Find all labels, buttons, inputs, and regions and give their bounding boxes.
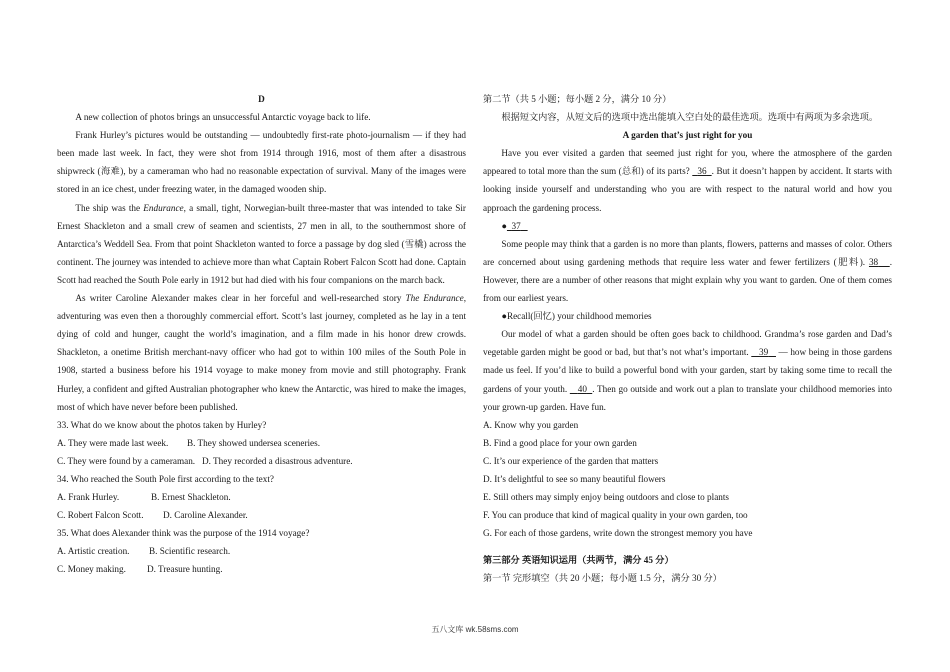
question-34: 34. Who reached the South Pole first according to the text? <box>57 473 274 484</box>
bullet-37: ● 37 <box>483 217 892 235</box>
q34-option-a[interactable]: A. Frank Hurley. <box>57 492 120 503</box>
passage-title: A garden that’s just right for you <box>622 130 753 141</box>
garden-paragraph-2: Some people may think that a garden is no more than plants, flowers, patterns and masses of color. Others are concerned about using gardening methods that require less water and fewer fertilizers (肥料). 38 . However, there are a number of other reasons that might explain why you want to garden. One of them comes from our earliest years. <box>483 238 893 304</box>
q33-option-d[interactable]: D. They recorded a disastrous adventure. <box>202 455 353 466</box>
right-column <box>483 90 892 588</box>
option-c[interactable]: C. It’s our experience of the garden that matters <box>483 455 659 466</box>
q35-option-a[interactable]: A. Artistic creation. <box>57 546 130 557</box>
q33-option-b[interactable]: B. They showed undersea sceneries. <box>187 437 321 448</box>
q34-options-cd <box>57 506 466 524</box>
bullet-recall: ●Recall(回忆) your childhood memories <box>501 311 652 322</box>
q33-option-a[interactable]: A. They were made last week. <box>57 437 169 448</box>
q33-options-ab <box>57 434 466 452</box>
question-35: 35. What does Alexander think was the purpose of the 1914 voyage? <box>57 528 310 539</box>
section-header: 第二节（共 5 小题；每小题 2 分，满分 10 分） <box>483 94 672 104</box>
q35-options-cd <box>57 560 466 578</box>
q33-options-cd <box>57 452 466 470</box>
passage-paragraph-1: Frank Hurley’s pictures would be outstanding — undoubtedly first-rate photo-journalism — if they had been made last week. In fact, they were shot from 1914 through 1916, most of them after a disastrous shipwreck (海难), by a cameraman who had no reasonable expectation of survival. Many of the images were stored in an ice chest, under freezing water, in the damaged wooden ship. <box>57 130 466 195</box>
passage-paragraph-3: As writer Caroline Alexander makes clear in her forceful and well-researched story The Endurance, adventuring was even then a thoroughly commercial effort. Scott’s last journey, completed as he lay in a tent dying of cold and hunger, caught the world’s imagination, and a film made in his honor drew crowds. Shackleton, a onetime British merchant-navy officer who had got to within 100 miles of the South Pole in 1908, started a business before his 1914 voyage to make money from movie and still photography. Frank Hurley, a confident and gifted Australian photographer who knew the Antarctic, was hired to make the images, most of which have never before been published. <box>57 293 466 412</box>
q34-option-d[interactable]: D. Caroline Alexander. <box>163 510 248 521</box>
option-g[interactable]: G. For each of those gardens, write down the strongest memory you have <box>483 528 753 539</box>
section-instructions: 根据短文内容，从短文后的选项中选出能填入空白处的最佳选项。选项中有两项为多余选项。 <box>501 112 879 123</box>
question-33: 33. What do we know about the photos taken by Hurley? <box>57 419 267 430</box>
q35-option-c[interactable]: C. Money making. <box>57 564 126 575</box>
blank-36[interactable]: 36 <box>697 166 707 177</box>
book-title: The Endurance <box>405 293 464 304</box>
passage-heading: D <box>258 94 265 104</box>
garden-paragraph-3: Our model of what a garden should be often goes back to childhood. Grandma’s rose garden and Dad’s vegetable garden might be good or bad, but that’s not what’s important. 39 — how being in those gardens made us feel. If you’d like to build a powerful bond with your garden, start by taking some time to recall the gardens of your youth. 40 . Then go outside and work out a plan to translate your childhood memories into your grown-up garden. Have fun. <box>483 329 893 412</box>
passage-intro: A new collection of photos brings an unsuccessful Antarctic voyage back to life. <box>75 112 371 123</box>
q35-option-d[interactable]: D. Treasure hunting. <box>147 564 223 575</box>
footer-watermark: 五八文库 wk.58sms.com <box>431 625 519 634</box>
left-column <box>57 90 466 579</box>
option-a[interactable]: A. Know why you garden <box>483 419 579 430</box>
q34-options-ab <box>57 488 466 506</box>
ship-name: Endurance <box>143 202 184 213</box>
q34-option-c[interactable]: C. Robert Falcon Scott. <box>57 510 144 521</box>
option-f[interactable]: F. You can produce that kind of magical quality in your own garden, too <box>483 510 748 521</box>
blank-39[interactable]: 39 <box>759 347 769 358</box>
blank-37[interactable]: 37 <box>511 220 521 231</box>
q34-option-b[interactable]: B. Ernest Shackleton. <box>151 492 231 503</box>
option-d[interactable]: D. It’s delightful to see so many beautiful flowers <box>483 473 666 484</box>
blank-38[interactable]: 38 <box>868 256 879 267</box>
option-e[interactable]: E. Still others may simply enjoy being outdoors and close to plants <box>483 492 729 503</box>
garden-paragraph-1: Have you ever visited a garden that seemed just right for you, where the atmosphere of the garden appeared to total more than the sum (总和) of its parts? 36 . But it doesn’t happen by accident. It starts with looking inside yourself and understanding who you are with respect to the natural world and how you approach the gardening process. <box>483 148 892 213</box>
part-3-subheader: 第一节 完形填空（共 20 小题；每小题 1.5 分，满分 30 分） <box>483 573 722 584</box>
part-3-header: 第三部分 英语知识运用（共两节，满分 45 分） <box>483 555 674 566</box>
q35-option-b[interactable]: B. Scientific research. <box>149 546 231 557</box>
q35-options-ab <box>57 542 466 560</box>
blank-40[interactable]: 40 <box>577 383 587 394</box>
option-b[interactable]: B. Find a good place for your own garden <box>483 437 637 448</box>
passage-paragraph-2: The ship was the Endurance, a small, tight, Norwegian-built three-master that was intended to take Sir Ernest Shackleton and a small crew of seamen and scientists, 27 men in all, to the southernmost shore of Antarctica’s Weddell Sea. From that point Shackleton wanted to force a passage by dog sled (雪橇) across the continent. The journey was intended to achieve more than what Captain Robert Falcon Scott had done. Captain Scott had reached the South Pole early in 1912 but had died with his four companions on the march back. <box>57 202 466 285</box>
q33-option-c[interactable]: C. They were found by a cameraman. <box>57 455 196 466</box>
